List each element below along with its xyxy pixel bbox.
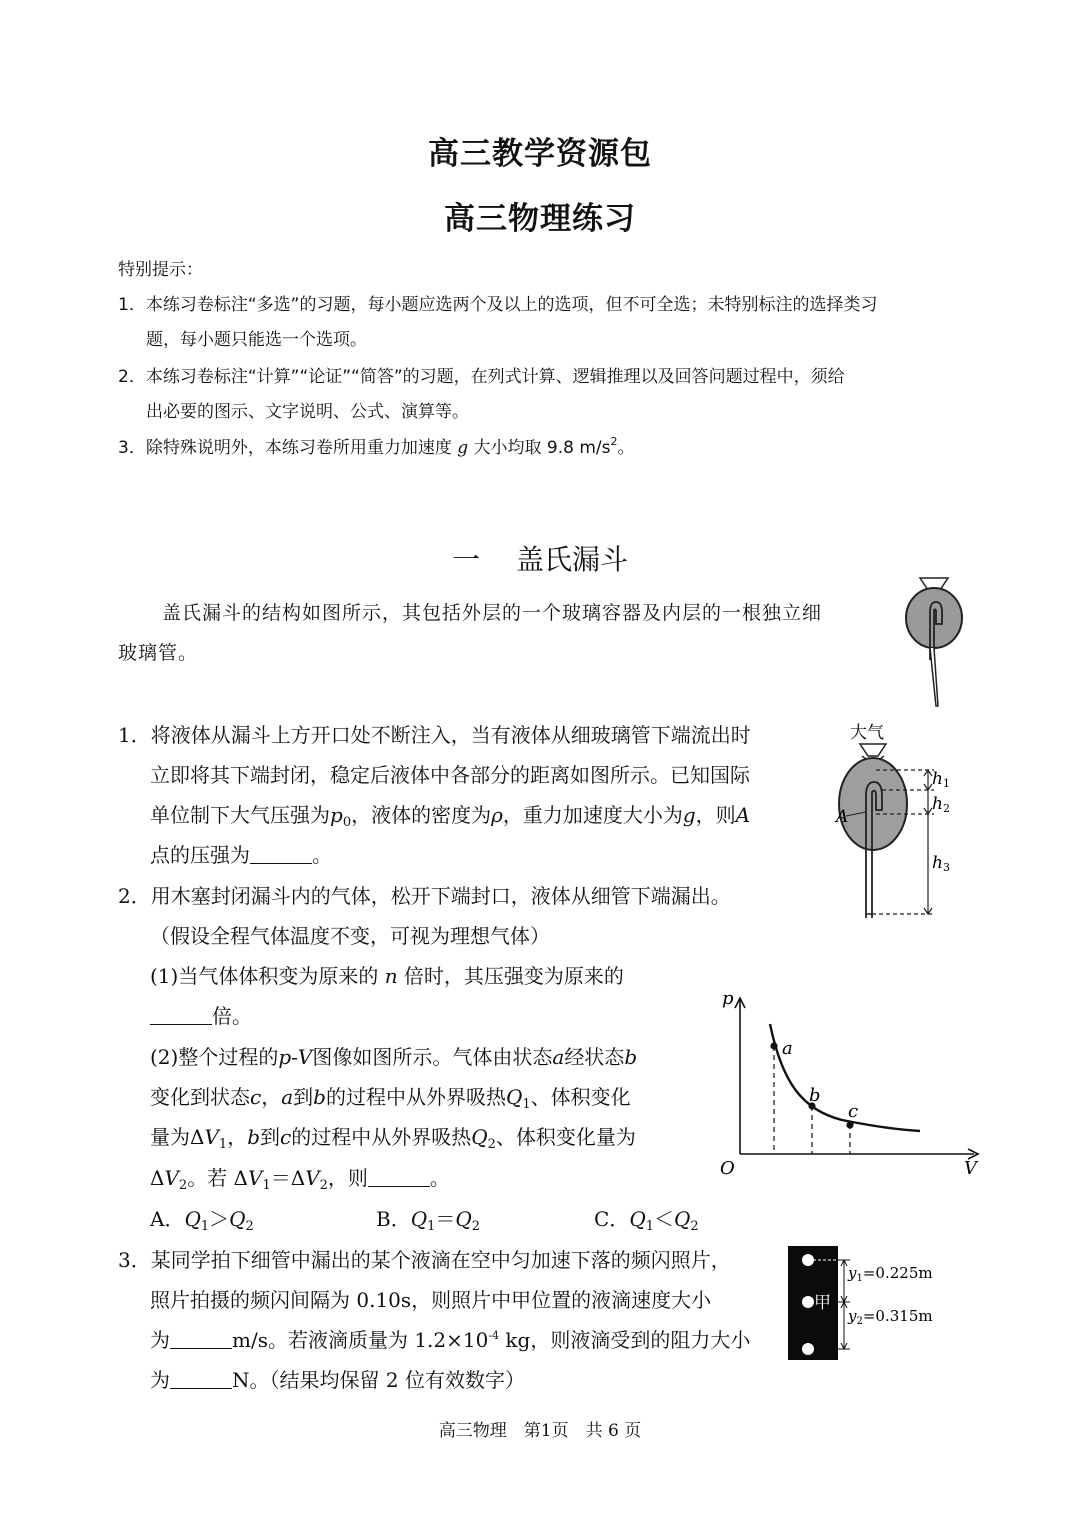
q2-c2: c <box>280 1125 292 1149</box>
q3-text3c: kg，则液滴受到的阻力大小 <box>499 1328 751 1352</box>
fig2-h2-sub: 2 <box>942 802 950 815</box>
q2-ob-s2: 2 <box>471 1219 481 1234</box>
note-2-num: 2． <box>118 367 146 387</box>
q1-line1 <box>118 719 751 748</box>
photo-y2-sub: 2 <box>856 1316 863 1327</box>
sub-title: 高三物理练习 <box>444 201 636 237</box>
q2-p5d: ，则 <box>327 1166 368 1190</box>
svg-text:h1 <box>932 769 950 790</box>
q2-oa-s2: 2 <box>245 1219 254 1234</box>
q2-oc-Q2: Q <box>674 1207 691 1231</box>
q2-option-b[interactable] <box>376 1203 480 1234</box>
q2-n: n <box>384 964 398 988</box>
q2-V2b: V <box>305 1166 320 1190</box>
pv-V-label: V <box>964 1158 977 1179</box>
note-2-line1 <box>118 362 845 387</box>
pv-a-label: a <box>782 1038 793 1059</box>
q2-option-b-label: B． <box>376 1207 411 1231</box>
q2-a1: a <box>552 1045 565 1069</box>
fig2-A-label: A <box>836 807 849 827</box>
q1-text4b: 。 <box>312 843 332 867</box>
note-3-g: g <box>457 438 469 458</box>
q1-rho: ρ <box>491 803 503 827</box>
q3-exp: -4 <box>488 1329 500 1342</box>
svg-text:h3 <box>932 853 950 874</box>
q2-pv-p: p <box>278 1045 292 1069</box>
q2-a2: a <box>281 1085 294 1109</box>
q3-text4b: N。（结果均保留 2 位有效数字） <box>232 1368 525 1392</box>
page-footer: 高三物理 第1页 共 6 页 <box>438 1421 642 1441</box>
fig2-h1: h <box>932 769 943 789</box>
main-title: 高三教学资源包 <box>428 136 652 172</box>
drop-3 <box>802 1343 814 1355</box>
pv-point-a <box>770 1042 777 1049</box>
q2-pv-V: V <box>297 1045 313 1069</box>
photo-y2-val: =0.315m <box>862 1307 933 1325</box>
q3-text4a: 为 <box>150 1368 170 1392</box>
photo-jia-label: 甲 <box>814 1293 831 1313</box>
q2-Q2-sub: 2 <box>487 1137 496 1152</box>
q1-text1: 将液体从漏斗上方开口处不断注入，当有液体从细玻璃管下端流出时 <box>150 723 751 747</box>
q3-speed-blank[interactable] <box>170 1330 232 1349</box>
fig2-h1-sub: 1 <box>942 777 950 790</box>
fig2-h3-sub: 3 <box>942 861 950 874</box>
q2-part1-line1 <box>150 960 624 989</box>
q2-p4a: 量为Δ <box>150 1125 205 1149</box>
q2-p5e: 。 <box>429 1166 450 1190</box>
section-title: 盖氏漏斗 <box>516 543 629 576</box>
note-2-line2: 出必要的图示、文字说明、公式、演算等。 <box>146 402 469 422</box>
photo-y1-sub: 1 <box>856 1273 863 1284</box>
q2-ob-Q1: Q <box>410 1207 428 1231</box>
q2-ob-eq: ＝ <box>435 1207 456 1231</box>
q1-text3a: 单位制下大气压强为 <box>150 803 330 827</box>
svg-text:y1=0.225m <box>847 1264 933 1284</box>
q2-oc-s2: 2 <box>690 1219 699 1234</box>
q1-line3 <box>150 799 750 830</box>
funnel-figure-2 <box>826 718 966 923</box>
q2-p3a: 变化到状态 <box>150 1085 250 1109</box>
q2-Q2: Q <box>471 1125 488 1149</box>
section-heading <box>452 538 628 578</box>
q2-text1: 用木塞封闭漏斗内的气体，松开下端封口，液体从细管下端漏出。 <box>150 884 731 908</box>
q2-part2-line1 <box>150 1041 637 1070</box>
q2-line1 <box>118 880 731 909</box>
q2-p5b: 。若 Δ <box>187 1166 248 1190</box>
intro-line2: 玻璃管。 <box>118 642 199 664</box>
notes-heading: 特别提示： <box>118 260 203 280</box>
q2-p4b: ， <box>227 1125 248 1149</box>
q2-p4d: 的过程中从外界吸热 <box>291 1125 472 1149</box>
q2-part1-answer-blank[interactable] <box>150 1006 212 1025</box>
fig2-h2: h <box>932 794 943 814</box>
q2-p2c: 经状态 <box>564 1045 625 1069</box>
q2-b3: b <box>247 1125 260 1149</box>
photo-y2: y <box>848 1307 857 1325</box>
q2-p3c: 到 <box>293 1085 314 1109</box>
q2-option-a[interactable] <box>150 1203 254 1234</box>
q1-line4 <box>150 839 332 868</box>
q2-part2-line3 <box>150 1121 636 1152</box>
intro-line1: 盖氏漏斗的结构如图所示，其包括外层的一个玻璃容器及内层的一根独立细 <box>162 602 823 624</box>
pv-graph <box>712 986 992 1182</box>
q2-part1-line2 <box>150 1000 252 1029</box>
q2-oa-Q1: Q <box>184 1207 201 1231</box>
q2-c1: c <box>250 1085 262 1109</box>
note-1-line1 <box>118 290 877 315</box>
note-3-text-c: 。 <box>617 438 635 458</box>
q2-V1-sub: 1 <box>218 1137 228 1152</box>
svg-text:h2 <box>932 794 950 815</box>
pv-point-c <box>846 1121 853 1128</box>
q2-oc-lt: ＜ <box>654 1207 674 1231</box>
q3-line1 <box>118 1244 731 1273</box>
q1-text4a: 点的压强为 <box>150 843 250 867</box>
q2-ob-s1: 1 <box>427 1219 436 1234</box>
q2-V1b-sub: 1 <box>262 1178 271 1193</box>
q3-line3 <box>150 1324 750 1353</box>
q2-p3d: 的过程中从外界吸热 <box>325 1085 506 1109</box>
q2-V2b-sub: 2 <box>319 1178 328 1193</box>
q1-p0: p <box>330 803 343 827</box>
q2-oc-Q1: Q <box>629 1207 646 1231</box>
fig2-atm-label: 大气 <box>850 723 884 743</box>
q2-option-c-label: C． <box>594 1207 630 1231</box>
q1-text3b: ，液体的密度为 <box>351 803 492 827</box>
q2-pv-dash: - <box>291 1045 298 1069</box>
q2-p4c: 到 <box>260 1125 280 1149</box>
q2-V1b: V <box>248 1166 263 1190</box>
q3-text1: 某同学拍下细管中漏出的某个液滴在空中匀加速下落的频闪照片， <box>150 1248 731 1272</box>
q2-b1: b <box>624 1045 638 1069</box>
q3-line4 <box>150 1364 525 1393</box>
q2-p3b: ， <box>261 1085 282 1109</box>
note-3-text-a: 除特殊说明外，本练习卷所用重力加速度 <box>145 438 458 458</box>
note-3-sup: 2 <box>610 435 618 448</box>
q1-g: g <box>682 803 696 827</box>
q2-p5c: ＝Δ <box>270 1166 306 1190</box>
pv-b-label: b <box>809 1085 821 1106</box>
photo-y1: y <box>848 1264 857 1282</box>
q2-oc-s1: 1 <box>645 1219 654 1234</box>
q2-p5a: Δ <box>150 1166 165 1190</box>
svg-text:y2=0.315m <box>847 1307 933 1327</box>
q1-text3d: ，则 <box>695 803 736 827</box>
q3-num: 3． <box>118 1248 151 1272</box>
funnel-figure-1 <box>900 572 976 712</box>
q1-A: A <box>735 803 751 827</box>
q2-p2a: (2)整个过程的 <box>150 1045 279 1069</box>
q1-text3c: ，重力加速度大小为 <box>502 803 683 827</box>
q2-p3e: 、体积变化 <box>530 1085 631 1109</box>
q2-num: 2． <box>118 884 151 908</box>
q2-part2-line2 <box>150 1081 631 1112</box>
q3-text3a: 为 <box>150 1328 170 1352</box>
q2-oa-s1: 1 <box>200 1219 210 1234</box>
q2-option-a-label: A． <box>150 1207 185 1231</box>
q2-p4e: 、体积变化量为 <box>495 1125 636 1149</box>
q2-p2b: 图像如图所示。气体由状态 <box>312 1045 553 1069</box>
note-3-text-b: 大小均取 9.8 m/s <box>468 438 611 458</box>
q1-answer-blank[interactable] <box>250 845 312 864</box>
q1-p0-sub: 0 <box>342 815 352 830</box>
q3-force-blank[interactable] <box>170 1370 232 1389</box>
q2-V2-sub: 2 <box>178 1178 188 1193</box>
q1-line2: 立即将其下端封闭，稳定后液体中各部分的距离如图所示。已知国际 <box>150 763 750 787</box>
q2-ob-Q2: Q <box>455 1207 472 1231</box>
q3-text3b: m/s。若液滴质量为 1.2×10 <box>232 1328 489 1352</box>
drop-2 <box>802 1296 814 1308</box>
q2-oa-Q2: Q <box>229 1207 246 1231</box>
note-3-line1 <box>118 433 635 458</box>
q2-line2: （假设全程气体温度不变，可视为理想气体） <box>150 924 550 948</box>
q1-num: 1． <box>118 723 151 747</box>
photo-y1-val: =0.225m <box>862 1264 933 1282</box>
pv-c-label: c <box>848 1101 859 1122</box>
q2-p1c: 倍。 <box>212 1004 252 1028</box>
note-3-num: 3． <box>118 438 146 458</box>
pv-O-label: O <box>720 1158 735 1179</box>
q2-option-c[interactable] <box>594 1203 699 1234</box>
q2-Q1: Q <box>505 1085 523 1109</box>
q2-oa-gt: ＞ <box>209 1207 230 1231</box>
q2-p1a: (1)当气体体积变为原来的 <box>150 964 385 988</box>
q3-line2: 照片拍摄的频闪间隔为 0.10s，则照片中甲位置的液滴速度大小 <box>150 1288 712 1312</box>
section-num: 一 <box>452 543 481 576</box>
q2-part2-answer-blank[interactable] <box>368 1168 430 1187</box>
q2-V1: V <box>204 1125 219 1149</box>
pv-p-label: p <box>722 988 734 1009</box>
fig2-h3: h <box>932 853 943 873</box>
q2-part2-line4 <box>150 1162 450 1193</box>
note-1-num: 1． <box>118 295 146 315</box>
flash-photo-figure <box>786 1244 946 1364</box>
note-1-line2: 题，每小题只能选一个选项。 <box>146 330 367 350</box>
note-1-text: 本练习卷标注“多选”的习题，每小题应选两个及以上的选项，但不可全选；未特别标注的选择类习 <box>145 295 878 315</box>
q2-b2: b <box>313 1085 326 1109</box>
q2-p1b: 倍时，其压强变为原来的 <box>397 964 624 988</box>
q2-Q1-sub: 1 <box>522 1097 531 1112</box>
q2-V2: V <box>164 1166 179 1190</box>
note-2-text: 本练习卷标注“计算”“论证”“简答”的习题，在列式计算、逻辑推理以及回答问题过程中，须给 <box>145 367 845 387</box>
